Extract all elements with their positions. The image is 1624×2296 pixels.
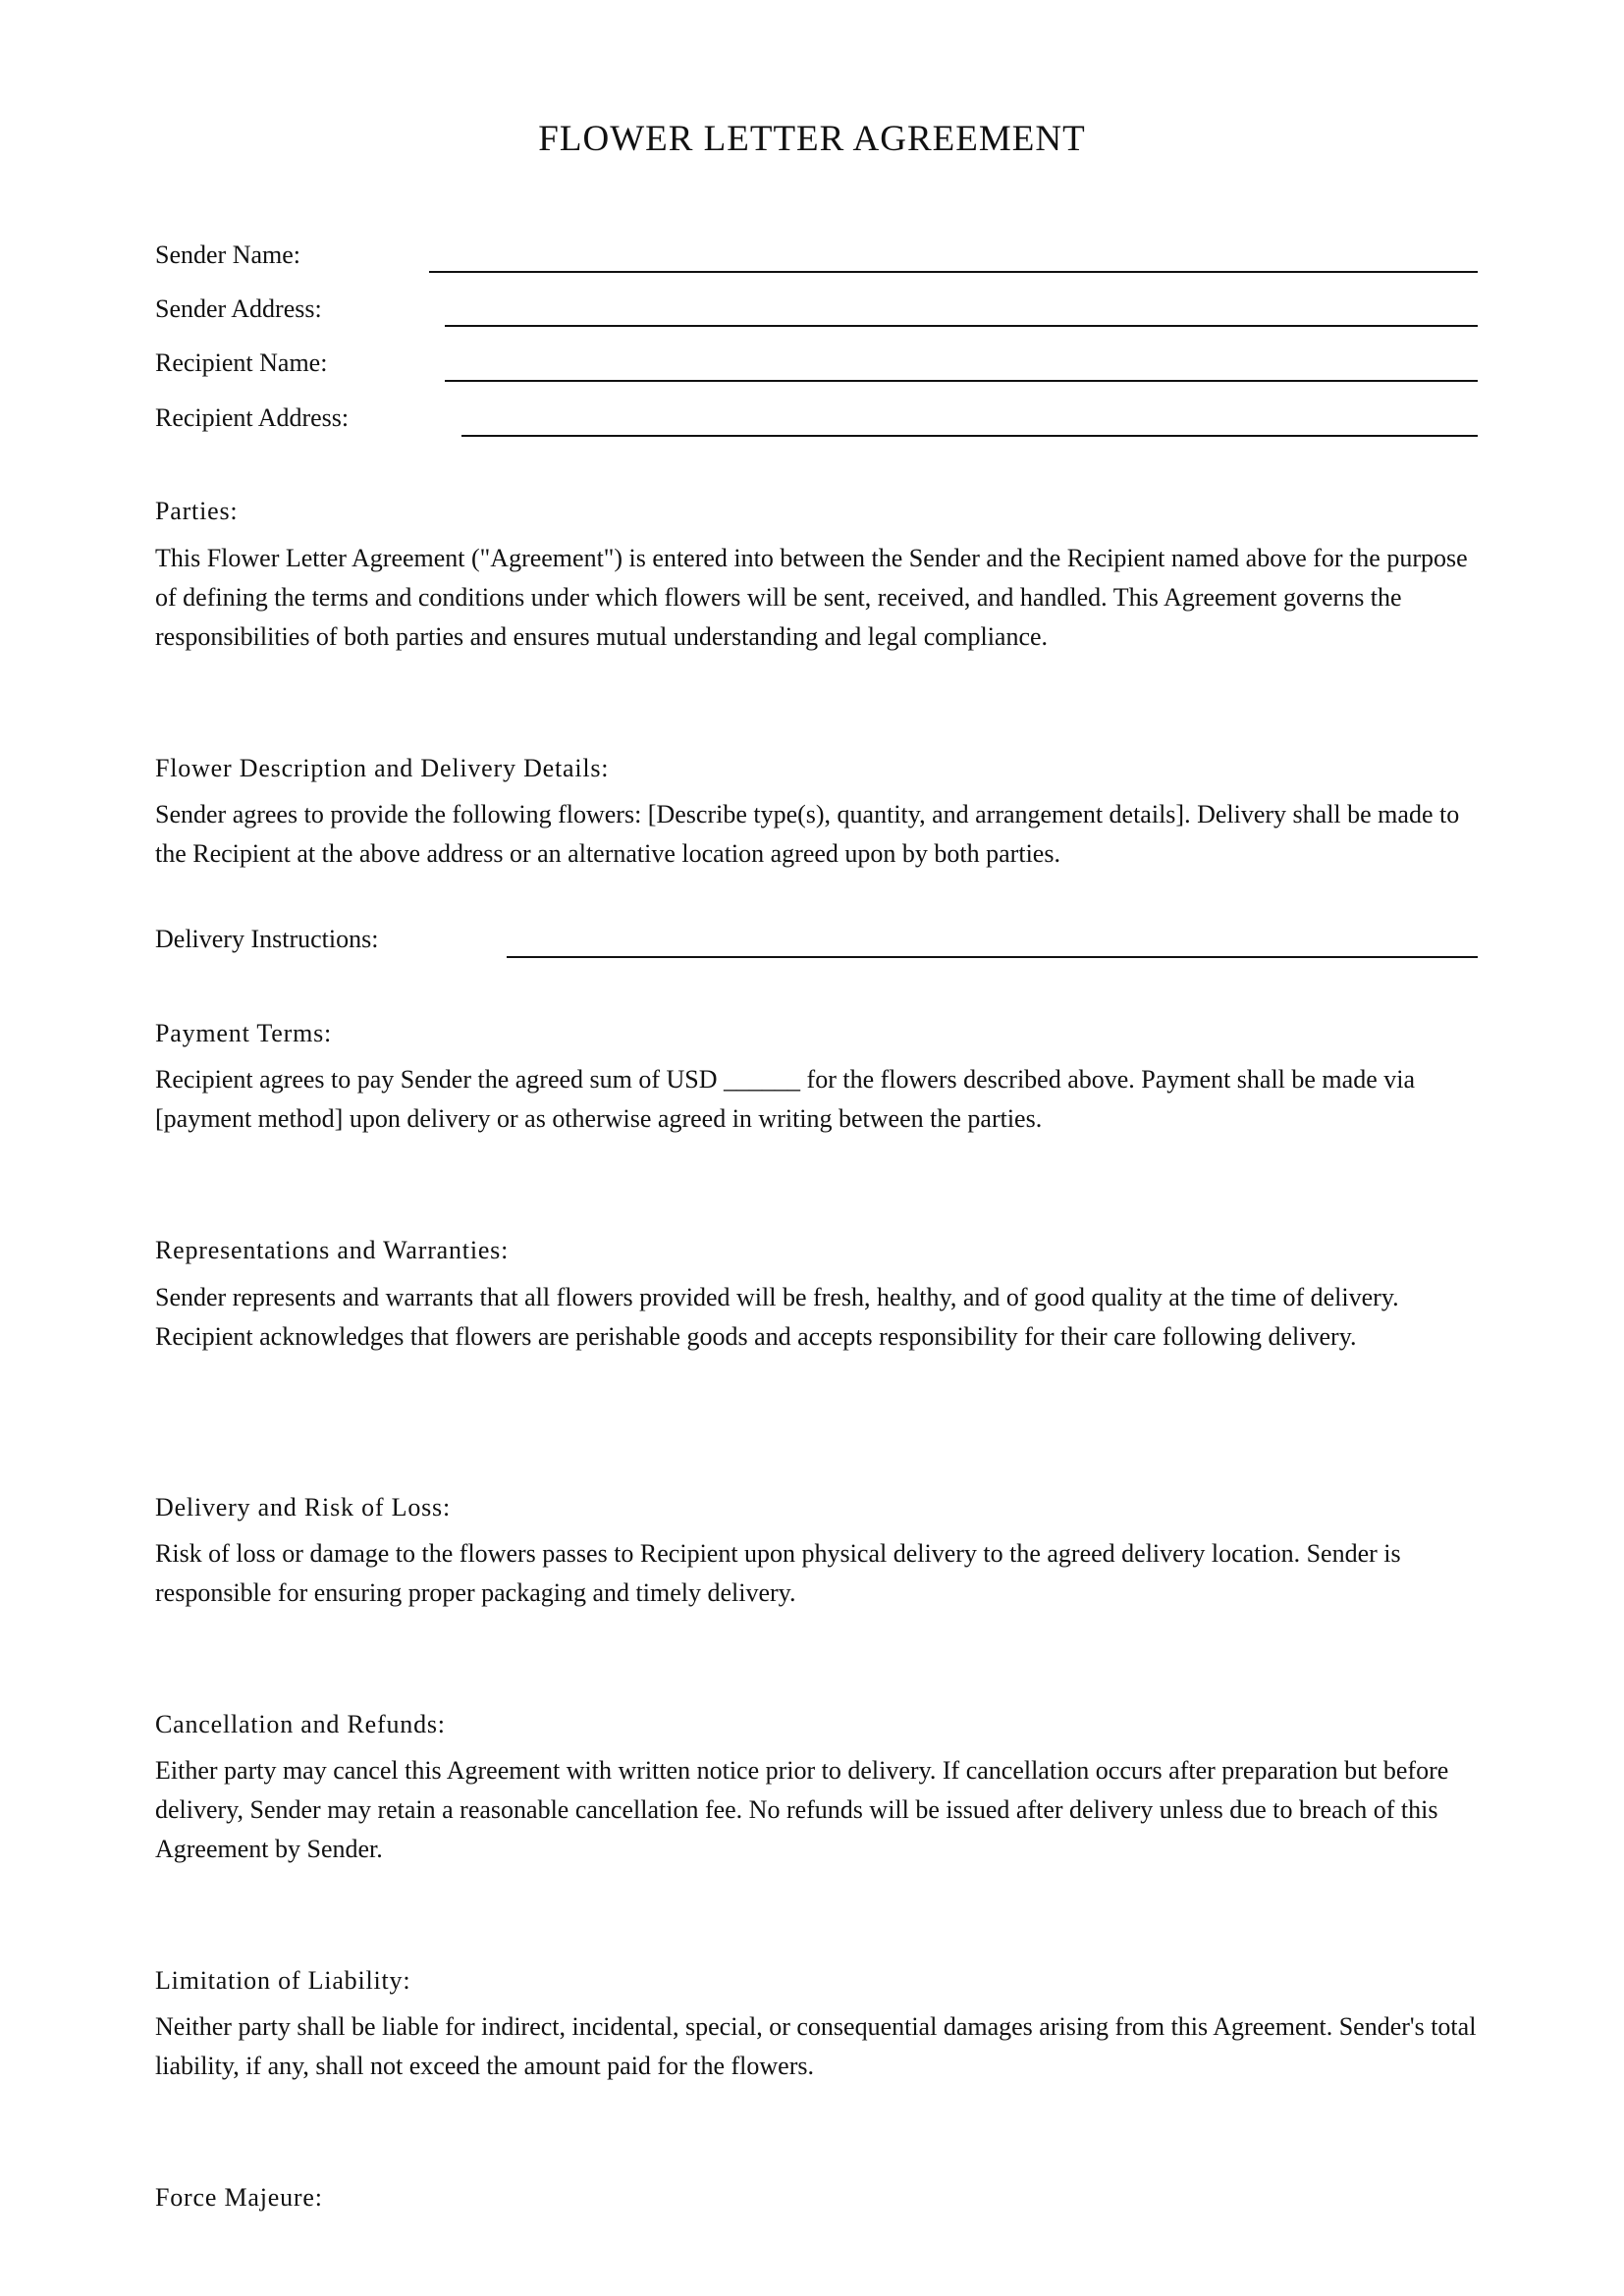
payment-terms-heading: Payment Terms:: [155, 1019, 333, 1047]
sender-name-field[interactable]: [429, 271, 1478, 273]
sender-address-label: Sender Address:: [155, 294, 322, 323]
force-majeure-heading: Force Majeure:: [155, 2183, 323, 2212]
sender-name-label: Sender Name:: [155, 240, 301, 269]
liability-heading: Limitation of Liability:: [155, 1966, 411, 1995]
liability-body: Neither party shall be liable for indirect, incidental, special, or consequential damages arising from this Agreement. Sender's total liability, if any, shall not exceed the amount paid for the flowers.: [155, 2012, 1477, 2080]
representations-body: Sender represents and warrants that all flowers provided will be fresh, healthy, and of good quality at the time of delivery. Recipient acknowledges that flowers are perishable goods and accepts responsibility for their care following delivery.: [155, 1283, 1399, 1351]
recipient-address-field[interactable]: [461, 435, 1478, 437]
delivery-instructions-label: Delivery Instructions:: [155, 925, 379, 953]
delivery-instructions-field[interactable]: [507, 956, 1478, 958]
recipient-address-label: Recipient Address:: [155, 403, 350, 432]
representations-heading: Representations and Warranties:: [155, 1236, 510, 1264]
parties-body: This Flower Letter Agreement ("Agreement") is entered into between the Sender and the Recipient named above for the purpose of defining the terms and conditions under which flowers will be sent, received, and handled. This Agreement governs the responsibilities of both parties and ensures mutual understanding and legal compliance.: [155, 544, 1468, 651]
sender-address-field[interactable]: [445, 325, 1478, 327]
cancellation-heading: Cancellation and Refunds:: [155, 1710, 446, 1738]
payment-terms-body: Recipient agrees to pay Sender the agreed sum of USD ______ for the flowers described above. Payment shall be made via [payment method] upon delivery or as otherwise agreed in writing between the parties.: [155, 1065, 1416, 1133]
cancellation-body: Either party may cancel this Agreement with written notice prior to delivery. If cancellation occurs after preparation but before delivery, Sender may retain a reasonable cancellation fee. No refunds will be issued after delivery unless due to breach of this Agreement by Sender.: [155, 1756, 1449, 1863]
parties-heading: Parties:: [155, 497, 239, 525]
recipient-name-label: Recipient Name:: [155, 348, 328, 377]
document-title: FLOWER LETTER AGREEMENT: [538, 119, 1086, 159]
risk-of-loss-body: Risk of loss or damage to the flowers passes to Recipient upon physical delivery to the agreed delivery location. Sender is responsible for ensuring proper packaging and timely delivery.: [155, 1539, 1401, 1607]
recipient-name-field[interactable]: [445, 380, 1478, 382]
flower-description-body: Sender agrees to provide the following flowers: [Describe type(s), quantity, and arrangement details]. Delivery shall be made to the Recipient at the above address or an alternative location agreed upon by both parties.: [155, 800, 1460, 868]
risk-of-loss-heading: Delivery and Risk of Loss:: [155, 1493, 451, 1522]
flower-description-heading: Flower Description and Delivery Details:: [155, 754, 610, 782]
